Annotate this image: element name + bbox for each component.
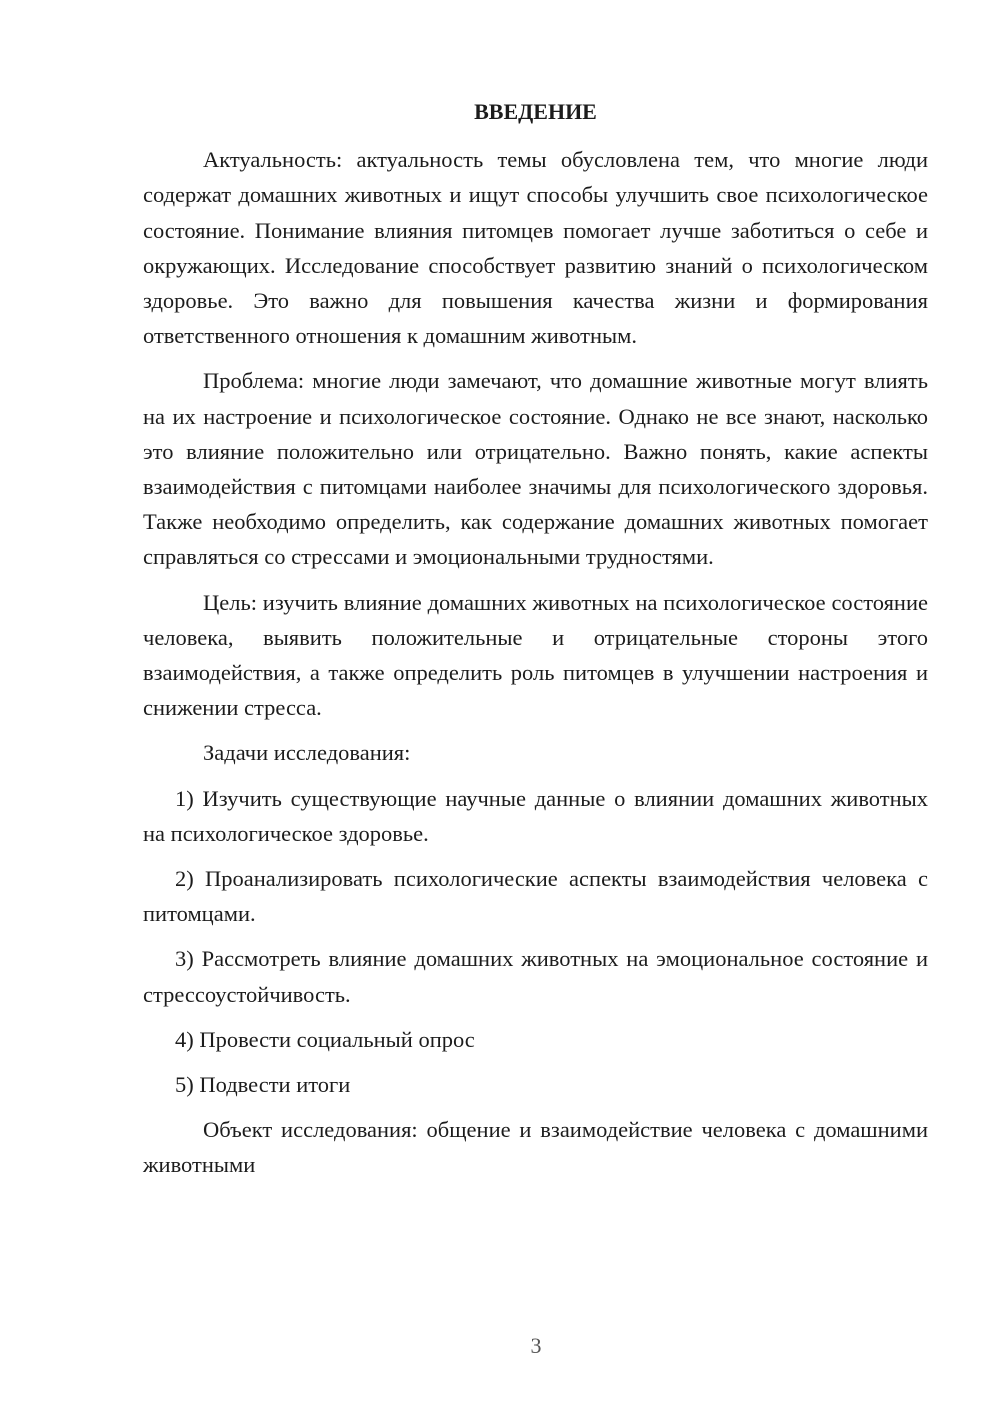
task-item: 4) Провести социальный опрос <box>175 1026 475 1052</box>
task-item: 1) Изучить существующие научные данные о влиянии домашних животных на психологическое здоровье. <box>143 785 928 846</box>
tasks-heading: Задачи исследования: <box>203 740 411 766</box>
page-number: 3 <box>530 1333 542 1358</box>
page-title: ВВЕДЕНИЕ <box>474 99 597 124</box>
document-body <box>143 94 928 1193</box>
task-item: 5) Подвести итоги <box>175 1072 351 1098</box>
paragraph-problem: Проблема: многие люди замечают, что домашние животные могут влиять на их настроение и психологическое состояние. Однако не все знают, насколько это влияние положительно или отрицательно. Важно понять, какие аспекты взаимодействия с питомцами наиболее значимы для психологического здоровья. Также необходимо определить, как содержание домашних животных помогает справляться со стрессами и эмоциональными трудностями. <box>143 368 928 570</box>
task-item: 2) Проанализировать психологические аспекты взаимодействия человека с питомцами. <box>143 866 928 927</box>
paragraph-goal: Цель: изучить влияние домашних животных на психологическое состояние человека, выявить положительные и отрицательные стороны этого взаимодействия, а также определить роль питомцев в улучшении настроения и снижении стресса. <box>143 589 928 721</box>
task-item: 3) Рассмотреть влияние домашних животных на эмоциональное состояние и стрессоустойчивость. <box>143 946 928 1007</box>
paragraph-object: Объект исследования: общение и взаимодействие человека с домашними животными <box>143 1117 928 1178</box>
paragraph-relevance: Актуальность: актуальность темы обусловлена тем, что многие люди содержат домашних животных и ищут способы улучшить свое психологическое состояние. Понимание влияния питомцев помогает лучше заботиться о себе и окружающих. Исследование способствует развитию знаний о психологическом здоровье. Это важно для повышения качества жизни и формирования ответственного отношения к домашним животным. <box>143 147 928 349</box>
